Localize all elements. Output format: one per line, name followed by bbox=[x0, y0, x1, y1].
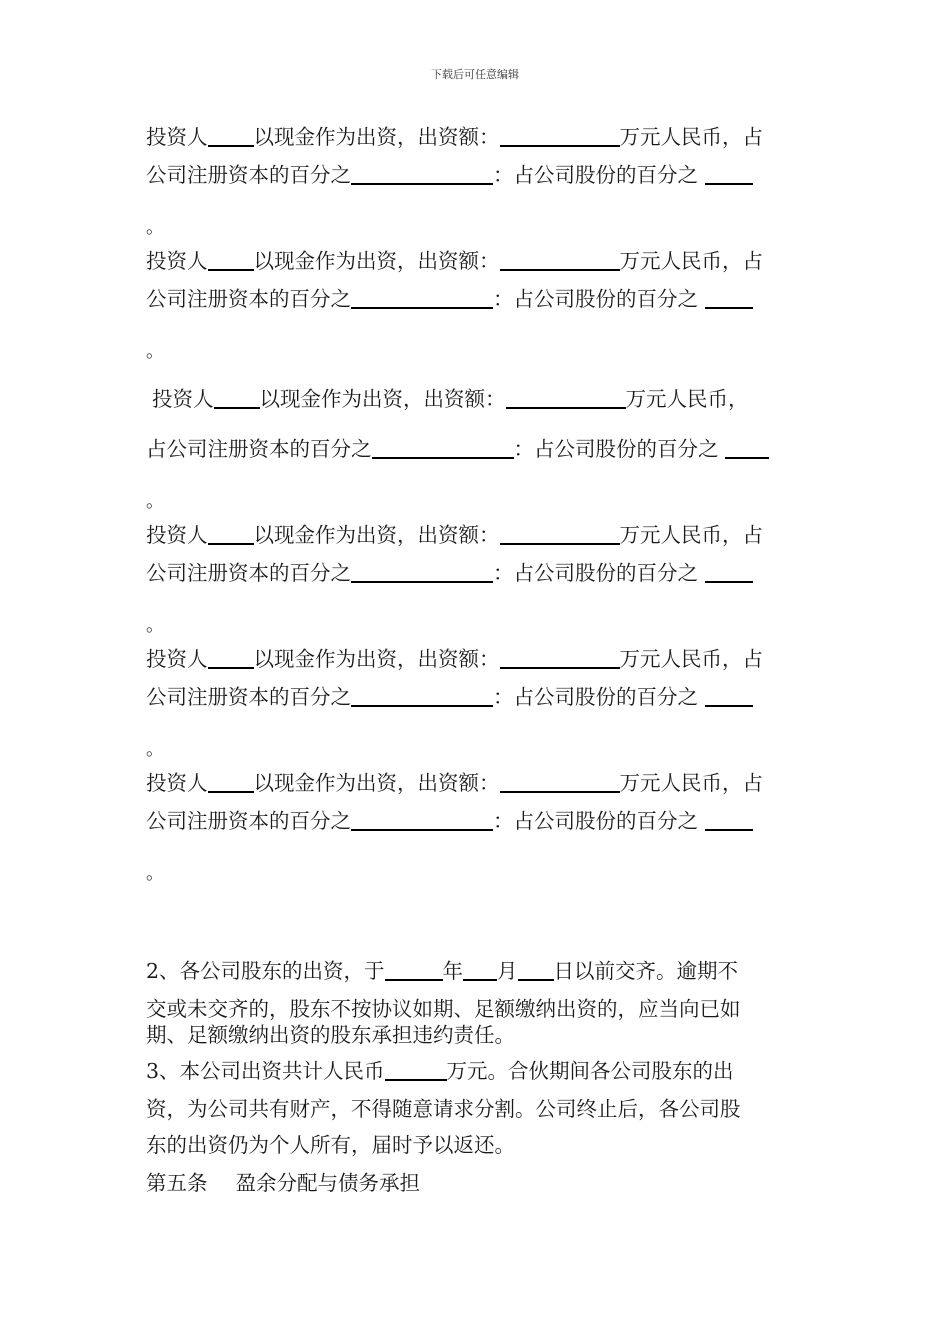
investor-1-period: 。 bbox=[146, 217, 164, 238]
investor-5-line-1: 投资人 以现金作为出资，出资额： 万元人民币，占 bbox=[146, 647, 763, 671]
investor-3-line-1: 投资人 以现金作为出资，出资额： 万元人民币， bbox=[152, 387, 749, 411]
article-5-number: 第五条 bbox=[146, 1171, 208, 1195]
investor-4-line-1: 投资人 以现金作为出资，出资额： 万元人民币，占 bbox=[146, 523, 763, 547]
investor-3-line-2: 占公司注册资本的百分之 ：占公司股份的百分之 bbox=[146, 436, 769, 462]
investor-6-period: 。 bbox=[146, 863, 164, 884]
investor-1-line-1: 投资人 以现金作为出资，出资额： 万元人民币，占 bbox=[146, 125, 763, 149]
investor-6-line-1: 投资人 以现金作为出资，出资额： 万元人民币，占 bbox=[146, 771, 763, 795]
clause-3-line-2: 资，为公司共有财产，不得随意请求分割。公司终止后，各公司股 bbox=[146, 1097, 741, 1121]
article-5-title: 盈余分配与债务承担 bbox=[235, 1171, 420, 1195]
investor-6-line-2: 公司注册资本的百分之 ：占公司股份的百分之 bbox=[146, 808, 753, 834]
article-5-heading bbox=[146, 1170, 420, 1196]
investor-5-period: 。 bbox=[146, 739, 164, 760]
clause-3-line-3: 东的出资仍为个人所有，届时予以返还。 bbox=[146, 1133, 515, 1157]
investor-3-period: 。 bbox=[146, 491, 164, 512]
clause-3-line-1: 3、本公司出资共计人民币 万元。合伙期间各公司股东的出 bbox=[146, 1059, 734, 1083]
investor-2-line-2: 公司注册资本的百分之 ：占公司股份的百分之 bbox=[146, 286, 753, 312]
investor-4-period: 。 bbox=[146, 615, 164, 636]
clause-2-line-3: 期、足额缴纳出资的股东承担违约责任。 bbox=[146, 1023, 515, 1047]
page-header: 下载后可任意编辑 bbox=[431, 68, 519, 81]
investor-2-line-1: 投资人 以现金作为出资，出资额： 万元人民币，占 bbox=[146, 249, 763, 273]
clause-2-line-2: 交或未交齐的，股东不按协议如期、足额缴纳出资的，应当向已如 bbox=[146, 997, 741, 1021]
clause-2-line-1: 2、各公司股东的出资，于 年 月 日以前交齐。逾期不 bbox=[146, 959, 739, 983]
investor-4-line-2: 公司注册资本的百分之 ：占公司股份的百分之 bbox=[146, 560, 753, 586]
investor-5-line-2: 公司注册资本的百分之 ：占公司股份的百分之 bbox=[146, 684, 753, 710]
investor-1-line-2: 公司注册资本的百分之 ：占公司股份的百分之 bbox=[146, 162, 753, 188]
investor-2-period: 。 bbox=[146, 341, 164, 362]
